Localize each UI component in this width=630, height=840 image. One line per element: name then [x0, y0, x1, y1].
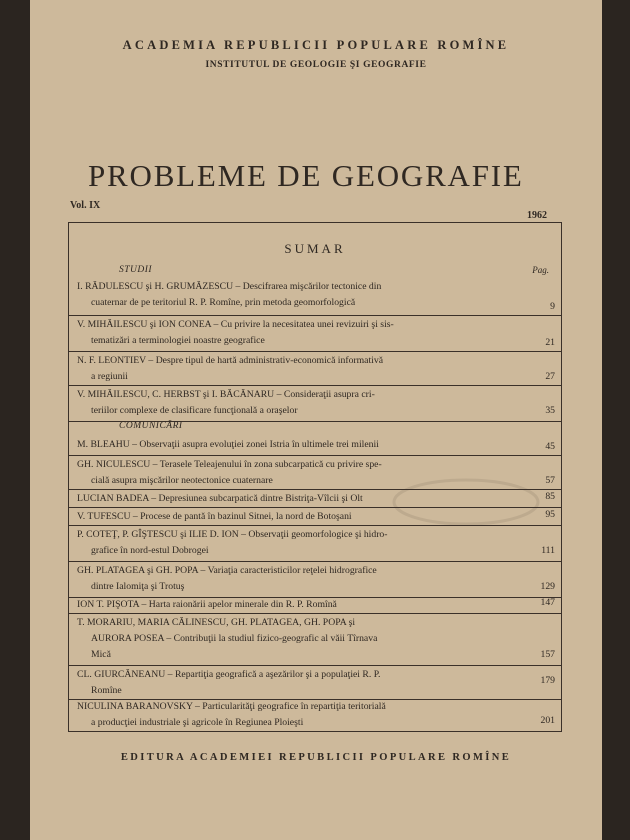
toc-entry-line1: ION T. PIŞOTA – Harta raionării apelor minerale din R. P. Romînă [77, 599, 337, 610]
toc-entry-line2: tematizări a terminologiei noastre geografice [91, 335, 265, 346]
toc-entry-line1: N. F. LEONTIEV – Despre tipul de hartă administrativ-economică informativă [77, 355, 383, 366]
toc-entry-line2: Romîne [91, 685, 122, 696]
publisher-footer: EDITURA ACADEMIEI REPUBLICII POPULARE ROMÎNE [120, 752, 512, 763]
toc-entry [77, 437, 517, 453]
toc-entry [77, 597, 517, 613]
toc-entry-line2: dintre Ialomiţa şi Trotuş [91, 581, 185, 592]
toc-entry-line1: GH. NICULESCU – Terasele Teleajenului în zona subcarpatică cu privire spe- [77, 459, 382, 470]
toc-entry [77, 563, 517, 595]
contents-box [68, 222, 562, 732]
contents-heading: SUMAR [284, 241, 346, 256]
toc-page-number: 57 [545, 475, 555, 486]
toc-page-number: 201 [540, 715, 555, 726]
toc-entry [77, 387, 517, 419]
year-label: 1962 [527, 210, 547, 221]
toc-entry-line1: NICULINA BARANOVSKY – Particularităţi geografice în repartiţia teritorială [77, 701, 386, 712]
toc-entry-line1: GH. PLATAGEA şi GH. POPA – Variaţia caracteristicilor reţelei hidrografice [77, 565, 377, 576]
divider [69, 561, 561, 562]
toc-page-number: 129 [540, 581, 555, 592]
toc-entry [77, 509, 517, 525]
divider [69, 489, 561, 490]
toc-entry [77, 667, 517, 699]
section-comunicari: COMUNICĂRI [119, 421, 183, 431]
institute-header: INSTITUTUL DE GEOLOGIE ŞI GEOGRAFIE [205, 60, 427, 70]
toc-page-number: 85 [545, 491, 555, 502]
journal-title: PROBLEME DE GEOGRAFIE [88, 158, 524, 193]
toc-entry-line1: V. MIHĂILESCU, C. HERBST şi I. BĂCĂNARU – Consideraţii asupra cri- [77, 389, 375, 400]
toc-page-number: 95 [545, 509, 555, 520]
toc-entry-line1: P. COTEŢ, P. GÎŞTESCU şi ILIE D. ION – Observaţii geomorfologice şi hidro- [77, 529, 388, 540]
section-studii: STUDII [119, 265, 153, 275]
academy-header: ACADEMIA REPUBLICII POPULARE ROMÎNE [122, 38, 510, 52]
toc-page-number: 21 [545, 337, 555, 348]
toc-entry-line3: Mică [91, 649, 111, 660]
divider [69, 613, 561, 614]
toc-entry-line2: grafice în nord-estul Dobrogei [91, 545, 209, 556]
divider [69, 385, 561, 386]
toc-entry-line1: CL. GIURCĂNEANU – Repartiţia geografică a aşezărilor şi a populaţiei R. P. [77, 669, 381, 680]
toc-entry-line1: I. RĂDULESCU şi H. GRUMĂZESCU – Descifrarea mişcărilor tectonice din [77, 281, 382, 292]
toc-page-number: 9 [550, 301, 555, 312]
toc-entry-line1: V. MIHĂILESCU şi ION CONEA – Cu privire la necesitatea unei revizuiri şi sis- [77, 319, 394, 330]
toc-entry-line2: cială asupra mişcărilor neotectonice cuaternare [91, 475, 273, 486]
toc-entry-line2: a producţiei industriale şi agricole în Regiunea Ploieşti [91, 717, 304, 728]
divider [69, 665, 561, 666]
toc-entry [77, 527, 517, 559]
toc-entry-line1: M. BLEAHU – Observaţii asupra evoluţiei zonei Istria în ultimele trei milenii [77, 439, 379, 450]
divider [69, 455, 561, 456]
toc-page-number: 179 [540, 675, 555, 686]
toc-page-number: 45 [545, 441, 555, 452]
toc-entry-line2: cuaternar de pe teritoriul R. P. Romîne, prin metoda geomorfologică [91, 297, 356, 308]
toc-page-number: 111 [541, 545, 555, 556]
divider [69, 507, 561, 508]
toc-page-number: 157 [540, 649, 555, 660]
divider [69, 525, 561, 526]
divider [69, 351, 561, 352]
toc-page-number: 147 [540, 597, 555, 608]
toc-entry-line2: AURORA POSEA – Contribuţii la studiul fizico-geografic al văii Tîrnava [91, 633, 378, 644]
toc-entry [77, 615, 517, 663]
toc-entry [77, 699, 517, 731]
toc-entry-line1: LUCIAN BADEA – Depresiunea subcarpatică dintre Bistriţa-Vîlcii şi Olt [77, 493, 363, 504]
toc-entry [77, 279, 517, 311]
divider [69, 315, 561, 316]
volume-label: Vol. IX [70, 200, 101, 211]
toc-entry-line1: T. MORARIU, MARIA CĂLINESCU, GH. PLATAGEA, GH. POPA şi [77, 617, 356, 628]
toc-entry-line2: teriilor complexe de clasificare funcţională a oraşelor [91, 405, 298, 416]
toc-entry [77, 353, 517, 385]
book-page [30, 0, 602, 840]
toc-page-number: 35 [545, 405, 555, 416]
toc-entry-line2: a regiunii [91, 371, 128, 382]
toc-entry-line1: V. TUFESCU – Procese de pantă în bazinul Sitnei, la nord de Botoşani [77, 511, 352, 522]
toc-entry [77, 317, 517, 349]
page-column-label: Pag. [532, 265, 549, 275]
toc-page-number: 27 [545, 371, 555, 382]
toc-entry [77, 491, 517, 507]
toc-entry [77, 457, 517, 489]
